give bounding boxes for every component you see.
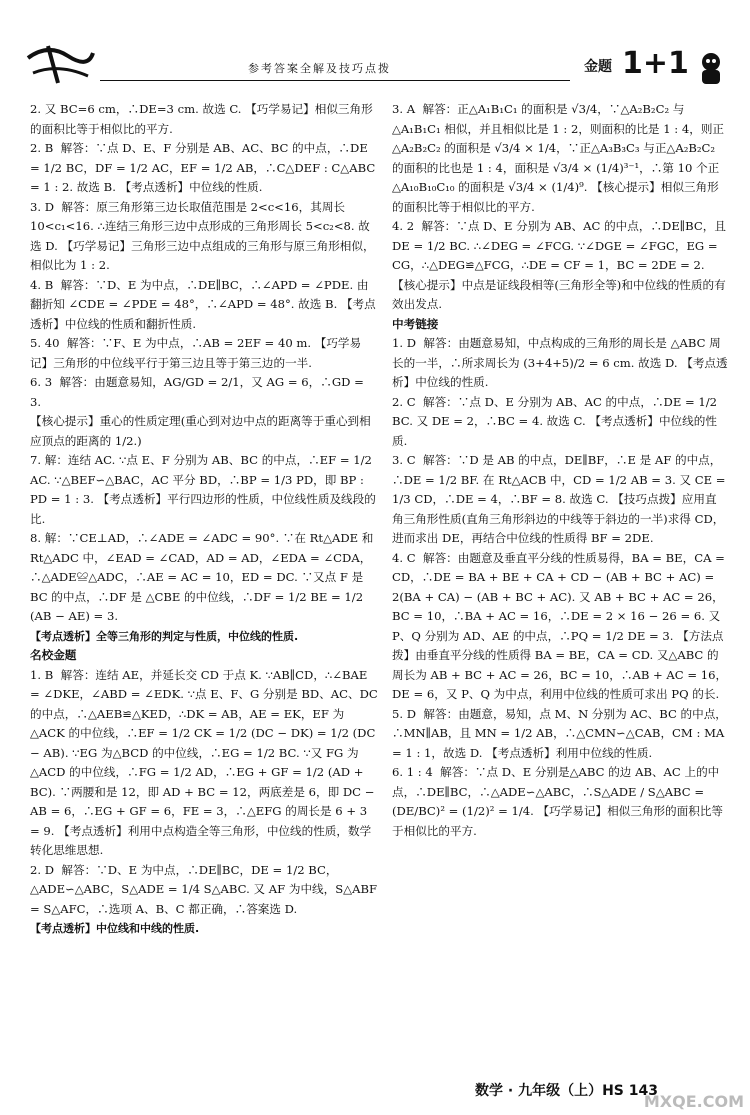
answer-item: 2. C 解答：∵点 D、E 分别为 AB、AC 的中点，∴DE = 1/2 BC. 又 DE = 2，∴BC = 4. 故选 C. 【考点透析】中位线的性质. (392, 394, 721, 448)
brand-text: 金题 (584, 59, 612, 75)
page-footer (475, 1080, 658, 1100)
answer-item: 2. B 解答：∵点 D、E、F 分别是 AB、AC、BC 的中点，∴DE = 1/2 BC，DF = 1/2 AC，EF = 1/2 AB，∴C△DEF : C△ABC = 1 : 2. 故选 B. 【考点透析】中位线的性质. (30, 141, 379, 194)
right-column (392, 100, 728, 841)
answer-item: 5. D 解答：由题意，易知，点 M、N 分别为 AC、BC 的中点，∴MN∥AB，且 MN = 1/2 AB，∴△CMN∽△CAB，CM : MA = 1 : 1，故选 D. 【考点透析】利用中位线的性质. (392, 706, 728, 760)
answer-tip: 【考点透析】全等三角形的判定与性质，中位线的性质. (30, 629, 299, 643)
left-column (30, 100, 382, 939)
mascot-icon (696, 50, 726, 86)
answer-item: 4. C 解答：由题意及垂直平分线的性质易得，BA = BE，CA = CD，∴DE = BA + BE + CA + CD − (AB + BC + AC) = 2(BA + CA) − (AB + BC + AC). 又 AB + BC + AC = 26，BC = 10，∴BA + AC = 16，∴DE = 2 × 16 − 26 = 6. 又 P、Q 分别为 AD、AE 的中点，∴PQ = 1/2 DE = 3. 【方法点拨】由垂直平分线的性质得 BA = BE，CA = CD. 又△ABC 的周长为 AB + BC + AC = 26，BC = 10，∴AB + AC = 16，DE = 6，又 P、Q 为中点，利用中位线的性质可求出 PQ 的长. (392, 550, 729, 701)
answer-item: 4. 2 解答：∵点 D、E 分别为 AB、AC 的中点，∴DE∥BC，且 DE = 1/2 BC. ∴∠DEG = ∠FCG. ∵∠DGE = ∠FGC，EG = CG，∴△DEG≌△FCG，∴DE = CF = 1，BC = 2DE = 2. 【核心提示】中点是证线段相等(三角形全等)和中位线的性质的有效出发点. (392, 219, 730, 311)
answer-item: 3. C 解答：∵D 是 AB 的中点，DE∥BF，∴E 是 AF 的中点，∴DE = 1/2 BF. 在 Rt△ACB 中，CD = 1/2 AB = 3. 又 CE = 1/3 CD，∴DE = 4，∴BF = 8. 故选 C. 【技巧点拨】应用直角三角形性质(直角三角形斜边的中线等于斜边的一半)求得 CD，进而求出 DE，再结合中位线的性质得 BF = 2DE. (392, 453, 730, 545)
watermark: MXQE.COM (643, 1092, 744, 1111)
header-rule (100, 80, 570, 81)
page-header (0, 0, 750, 96)
section-heading: 名校金题 (30, 648, 77, 662)
page-number: 143 (628, 1083, 658, 1099)
answer-item: 7. 解：连结 AC. ∵点 E、F 分别为 AB、BC 的中点，∴EF = 1/2 AC. ∵△BEF∽△BAC，AC 平分 BD，∴BP = 1/3 PD，即 BP : PD = 1 : 3. 【考点透析】平行四边形的性质，中位线性质及线段的比. (30, 453, 376, 526)
answer-item: 2. 又 BC=6 cm，∴DE=3 cm. 故选 C. 【巧学易记】相似三角形的面积比等于相似比的平方. (30, 102, 373, 136)
answer-item: 2. D 解答：∵D、E 为中点，∴DE∥BC，DE = 1/2 BC，△ADE∽△ABC，S△ADE = 1/4 S△ABC. 又 AF 为中线，S△ABF = S△AFC，∴选项 A、B、C 都正确，∴答案选 D. (30, 862, 381, 916)
answer-item: 8. 解：∵CE⊥AD，∴∠ADE = ∠ADC = 90°. ∵在 Rt△ADE 和 Rt△ADC 中，∠EAD = ∠CAD，AD = AD，∠EDA = ∠CDA，∴△ADE≌△ADC，∴AE = AC = 10，ED = DC. ∵又点 F 是 BC 的中点，∴DF 是 △CBE 的中位线，∴DF = 1/2 BE = 1/2 (AB − AE) = 3. (30, 531, 378, 623)
answer-item: 1. D 解答：由题意易知，中点构成的三角形的周长是 △ABC 周长的一半，∴所求周长为 (3+4+5)/2 = 6 cm. 故选 D. 【考点透析】中位线的性质. (392, 336, 728, 389)
answer-item: 1. B 解答：连结 AE，并延长交 CD 于点 K. ∵AB∥CD，∴∠BAE = ∠DKE，∠ABD = ∠EDK. ∵点 E、F、G 分别是 BD、AC、DC 的中点，∴△AEB≌△KED，∴DK = AB，AE = EK，EF 为△ACK 的中位线，∴EF = 1/2 CK = 1/2 (DC − DK) = 1/2 (DC − AB). ∵EG 为△BCD 的中位线，∴EG = 1/2 BC. ∵又 FG 为△ACD 的中位线，∴FG = 1/2 AD，∴EG + GF = 1/2 (AD + BC). ∵两腰和是 12，即 AD + BC = 12，两底差是 6，即 DC − AB = 6，∴EG + GF = 6，FE = 3，∴△EFG 的周长是 6 + 3 = 9. 【考点透析】利用中点构造全等三角形，中位线的性质，数学转化思维思想. (30, 667, 382, 857)
answer-item: 6. 3 解答：由题意易知，AG/GD = 2/1，又 AG = 6，∴GD = 3. (30, 375, 368, 409)
header-title: 参考答案全解及技巧点拨 (248, 62, 391, 75)
footer-text: 数学 · 九年级（上）HS (475, 1083, 624, 1099)
brand-number: 1+1 (622, 46, 689, 81)
answer-item: 6. 1 : 4 解答：∵点 D、E 分别是△ABC 的边 AB、AC 上的中点，∴DE∥BC，∴△ADE∽△ABC，∴S△ADE / S△ABC = (DE/BC)² = (1/2)² = 1/4. 【巧学易记】相似三角形的面积比等于相似比的平方. (392, 765, 724, 838)
section-heading: 中考链接 (392, 316, 439, 331)
answer-tip: 【考点透析】中位线和中线的性质. (30, 922, 200, 935)
calligraphy-logo-icon (18, 38, 98, 88)
brand-logo (582, 46, 732, 90)
answer-item: 5. 40 解答：∵F、E 为中点，∴AB = 2EF = 40 m. 【巧学易记】三角形的中位线平行于第三边且等于第三边的一半. (30, 336, 362, 370)
answer-item: 4. B 解答：∵D、E 为中点，∴DE∥BC，∴∠APD = ∠PDE. 由翻折知 ∠CDE = ∠PDE = 48°，∴∠APD = 48°. 故选 B. 【考点透析】中位线的性质和翻折性质. (30, 277, 376, 331)
answer-item: 3. A 解答：正△A₁B₁C₁ 的面积是 √3/4，∵△A₂B₂C₂ 与 △A₁B₁C₁ 相似，并且相似比是 1 : 2，则面积的比是 1 : 4，则正△A₂B₂C₂ 的面积是 √3/4 × 1/4，∵正△A₃B₃C₃ 与正△A₂B₂C₂ 的面积的比也是 1 : 4，面积是 √3/4 × (1/4)³⁻¹，∴第 10 个正△A₁₀B₁₀C₁₀ 的面积是 √3/4 × (1/4)⁹. 【核心提示】相似三角形的面积比等于相似比的平方. (392, 102, 725, 214)
answer-tip: 【核心提示】重心的性质定理(重心到对边中点的距离等于重心到相应顶点的距离的 1/2.) (30, 414, 371, 448)
answer-item: 3. D 解答：原三角形第三边长取值范围是 2<c<16，其周长 10<c₁<16. ∴连结三角形三边中点形成的三角形周长 5<c₂<8. 故选 D. 【巧学易记】三角形三边中点组成的三角形与原三角形相似，相似比为 1 : 2. (30, 199, 375, 272)
